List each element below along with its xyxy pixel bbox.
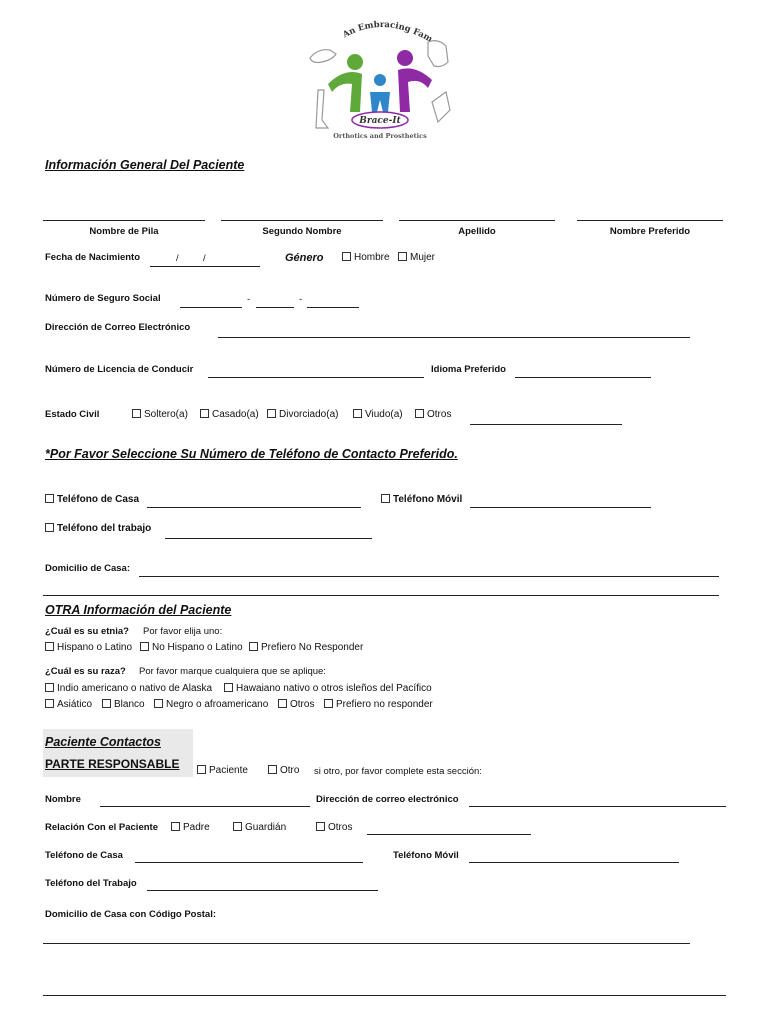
checkbox-icon[interactable] xyxy=(140,642,149,651)
race-question: ¿Cuál es su raza? xyxy=(45,666,126,677)
home-address-line-2[interactable] xyxy=(43,595,719,596)
phone-section-title: *Por Favor Seleccione Su Número de Teléfono de Contacto Preferido. xyxy=(45,447,458,461)
ethnicity-hispanic[interactable]: Hispano o Latino xyxy=(45,642,132,653)
race-pacific-islander[interactable]: Hawaiano nativo o otros isleños del Pacífico xyxy=(224,683,432,694)
last-name-label: Apellido xyxy=(458,226,496,237)
home-address-label: Domicilio de Casa: xyxy=(45,563,130,574)
license-label: Número de Licencia de Conducir xyxy=(45,364,194,375)
contact-name-label: Nombre xyxy=(45,794,81,805)
checkbox-icon[interactable] xyxy=(233,822,242,831)
checkbox-icon[interactable] xyxy=(398,252,407,261)
mobile-phone-option[interactable]: Teléfono Móvil xyxy=(381,494,462,505)
checkbox-icon[interactable] xyxy=(324,699,333,708)
ethnicity-hint: Por favor elija uno: xyxy=(143,626,223,637)
contact-work-phone-label: Teléfono del Trabajo xyxy=(45,878,137,889)
svg-text:An Embracing Family xyxy=(300,12,434,45)
contact-address-label: Domicilio de Casa con Código Postal: xyxy=(45,909,217,920)
language-label: Idioma Preferido xyxy=(431,364,506,375)
responsible-patient[interactable]: Paciente xyxy=(197,765,248,776)
checkbox-icon[interactable] xyxy=(267,409,276,418)
checkbox-icon[interactable] xyxy=(45,683,54,692)
ssn-sep-2: - xyxy=(299,294,303,305)
race-white[interactable]: Blanco xyxy=(102,699,145,710)
logo-top-text: An Embracing Fam xyxy=(341,19,434,45)
checkbox-icon[interactable] xyxy=(415,409,424,418)
race-other[interactable]: Otros xyxy=(278,699,314,710)
marital-other-line[interactable] xyxy=(470,424,622,425)
contact-address-line-2[interactable] xyxy=(43,995,726,996)
contact-name-line[interactable] xyxy=(100,806,310,807)
race-black[interactable]: Negro o afroamericano xyxy=(154,699,268,710)
marital-divorced[interactable]: Divorciado(a) xyxy=(267,409,338,420)
dob-line[interactable] xyxy=(150,266,260,267)
mobile-phone-line[interactable] xyxy=(470,507,651,508)
brace-it-logo xyxy=(300,12,460,144)
contact-address-line-1[interactable] xyxy=(43,943,690,944)
ethnicity-no-answer[interactable]: Prefiero No Responder xyxy=(249,642,363,653)
middle-name-line[interactable] xyxy=(221,220,383,221)
race-no-answer[interactable]: Prefiero no responder xyxy=(324,699,433,710)
other-section-title: OTRA Información del Paciente xyxy=(45,603,232,617)
contact-home-phone-line[interactable] xyxy=(135,862,363,863)
marital-label: Estado Civil xyxy=(45,409,100,420)
relation-parent[interactable]: Padre xyxy=(171,822,210,833)
checkbox-icon[interactable] xyxy=(200,409,209,418)
gender-label: Género xyxy=(285,252,324,264)
marital-other[interactable]: Otros xyxy=(415,409,451,420)
checkbox-icon[interactable] xyxy=(45,523,54,532)
logo-subtitle: Orthotics and Prosthetics xyxy=(333,132,427,140)
responsible-note: si otro, por favor complete esta sección: xyxy=(314,766,482,777)
checkbox-icon[interactable] xyxy=(154,699,163,708)
contact-work-phone-line[interactable] xyxy=(147,890,378,891)
license-line[interactable] xyxy=(208,377,424,378)
home-phone-option[interactable]: Teléfono de Casa xyxy=(45,494,139,505)
email-label: Dirección de Correo Electrónico xyxy=(45,322,191,333)
general-section-title: Información General Del Paciente xyxy=(45,158,245,172)
ssn-part-1[interactable] xyxy=(180,307,242,308)
preferred-name-label: Nombre Preferido xyxy=(609,226,691,237)
gender-option-female[interactable]: Mujer xyxy=(398,252,435,263)
contact-email-line[interactable] xyxy=(469,806,726,807)
race-native-american[interactable]: Indio americano o nativo de Alaska xyxy=(45,683,212,694)
ethnicity-non-hispanic[interactable]: No Hispano o Latino xyxy=(140,642,243,653)
relation-other-line[interactable] xyxy=(367,834,531,835)
checkbox-icon[interactable] xyxy=(381,494,390,503)
ethnicity-question: ¿Cuál es su etnia? xyxy=(45,626,129,637)
email-line[interactable] xyxy=(218,337,690,338)
relation-label: Relación Con el Paciente xyxy=(45,822,158,833)
first-name-label: Nombre de Pila xyxy=(89,226,159,237)
middle-name-label: Segundo Nombre xyxy=(262,226,342,237)
ssn-sep-1: - xyxy=(247,294,251,305)
contact-home-phone-label: Teléfono de Casa xyxy=(45,850,123,861)
checkbox-icon[interactable] xyxy=(171,822,180,831)
ssn-label: Número de Seguro Social xyxy=(45,293,161,304)
marital-single[interactable]: Soltero(a) xyxy=(132,409,188,420)
checkbox-icon[interactable] xyxy=(249,642,258,651)
contacts-section-title: Paciente Contactos xyxy=(45,735,162,749)
checkbox-icon[interactable] xyxy=(316,822,325,831)
checkbox-icon[interactable] xyxy=(45,699,54,708)
responsible-other[interactable]: Otro xyxy=(268,765,299,776)
logo-brand: Brace-It xyxy=(359,116,401,126)
home-address-line-1[interactable] xyxy=(139,576,719,577)
home-phone-line[interactable] xyxy=(147,507,361,508)
last-name-line[interactable] xyxy=(399,220,555,221)
responsible-party-title: PARTE RESPONSABLE xyxy=(45,757,180,771)
relation-guardian[interactable]: Guardián xyxy=(233,822,286,833)
work-phone-option[interactable]: Teléfono del trabajo xyxy=(45,523,151,534)
first-name-line[interactable] xyxy=(43,220,205,221)
contact-mobile-phone-label: Teléfono Móvil xyxy=(393,850,459,861)
race-asian[interactable]: Asiático xyxy=(45,699,92,710)
logo-graphic xyxy=(300,12,460,144)
marital-widowed[interactable]: Viudo(a) xyxy=(353,409,403,420)
dob-label: Fecha de Nacimiento xyxy=(45,252,141,263)
marital-married[interactable]: Casado(a) xyxy=(200,409,259,420)
checkbox-icon[interactable] xyxy=(197,765,206,774)
checkbox-icon[interactable] xyxy=(45,494,54,503)
ssn-part-2[interactable] xyxy=(256,307,294,308)
work-phone-line[interactable] xyxy=(165,538,372,539)
checkbox-icon[interactable] xyxy=(132,409,141,418)
language-line[interactable] xyxy=(515,377,651,378)
checkbox-icon[interactable] xyxy=(224,683,233,692)
checkbox-icon[interactable] xyxy=(342,252,351,261)
dob-sep-1: / xyxy=(176,253,179,264)
checkbox-icon[interactable] xyxy=(45,642,54,651)
relation-other[interactable]: Otros xyxy=(316,822,352,833)
ssn-part-3[interactable] xyxy=(307,307,359,308)
preferred-name-line[interactable] xyxy=(577,220,723,221)
dob-sep-2: / xyxy=(203,253,206,264)
checkbox-icon[interactable] xyxy=(353,409,362,418)
checkbox-icon[interactable] xyxy=(102,699,111,708)
gender-option-male[interactable]: Hombre xyxy=(342,252,390,263)
checkbox-icon[interactable] xyxy=(278,699,287,708)
contact-mobile-phone-line[interactable] xyxy=(469,862,679,863)
contact-email-label: Dirección de correo electrónico xyxy=(316,794,459,805)
race-hint: Por favor marque cualquiera que se aplique: xyxy=(139,666,326,677)
checkbox-icon[interactable] xyxy=(268,765,277,774)
